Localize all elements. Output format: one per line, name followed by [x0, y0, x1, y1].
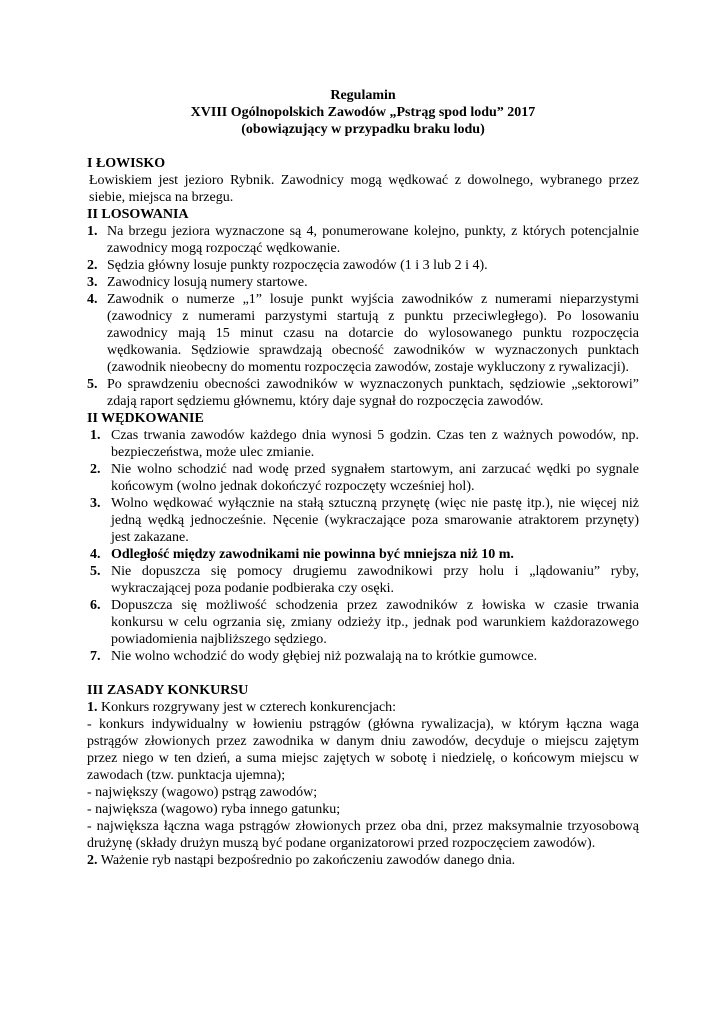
list-item — [87, 563, 639, 597]
list-item — [87, 648, 639, 665]
zasady-dash-item-2: - największy (wagowo) pstrąg zawodów; — [87, 785, 318, 800]
zasady-dash-item-4: - największa łączna waga pstrągów złowionych przez oba dni, przez maksymalnie trzyosobową drużynę (składy drużyn muszą być podane organizatorowi przed rozpoczęciem zawodów). — [87, 819, 639, 851]
section-text-lowisko: Łowiskiem jest jezioro Rybnik. Zawodnicy mogą wędkować z dowolnego, wybranego przez siebie, miejsca na brzegu. — [89, 173, 639, 205]
title-line-3: (obowiązujący w przypadku braku lodu) — [241, 122, 485, 137]
document-page — [87, 87, 639, 869]
list-item — [87, 376, 639, 410]
wedkowanie-list — [87, 427, 639, 665]
list-item-text: Sędzia główny losuje punkty rozpoczęcia zawodów (1 i 3 lub 2 i 4). — [107, 258, 488, 273]
title-line-1: Regulamin — [330, 88, 396, 103]
list-item-number: 5. — [90, 564, 101, 579]
list-item-text: Zawodnicy losują numery startowe. — [107, 275, 308, 290]
paragraph-number: 1. — [87, 700, 98, 715]
list-item-text: Dopuszcza się możliwość schodzenia przez zawodników z łowiska w czasie trwania konkursu w celu ogrzania się, zmiany odzieży itp., jednak pod warunkiem każdorazowego powiadomienia najbliższego sędziego. — [111, 598, 639, 647]
list-item-number: 7. — [90, 649, 101, 664]
list-item-number: 2. — [87, 258, 98, 273]
paragraph-number: 2. — [87, 853, 98, 868]
list-item-text: Nie wolno schodzić nad wodę przed sygnałem startowym, ani zarzucać wędki po sygnale końcowym (wolno jednak dokończyć rozpoczęty wcześniej hol). — [111, 462, 639, 494]
title-line-2: XVIII Ogólnopolskich Zawodów „Pstrąg spod lodu” 2017 — [190, 105, 536, 120]
list-item-number: 4. — [90, 547, 101, 562]
list-item — [87, 597, 639, 648]
list-item-number: 5. — [87, 377, 98, 392]
section-heading-losowania: II LOSOWANIA — [87, 207, 189, 222]
list-item-text: Zawodnik o numerze „1” losuje punkt wyjścia zawodników z numerami nieparzystymi (zawodnicy z numerami parzystymi startują z punktu przeciwległego). Po losowaniu zawodnicy mają 15 minut czasu na dotarcie do wylosowanego punktu rozpoczęcia wędkowania. Sędziowie sprawdzają obecność zawodników w wyznaczonych punktach (zawodnik nieobecny do momentu rozpoczęcia zawodów, zostaje wykluczony z rywalizacji). — [107, 292, 639, 375]
list-item — [87, 461, 639, 495]
zasady-paragraph-2 — [87, 852, 639, 869]
list-item-text: Na brzegu jeziora wyznaczone są 4, ponumerowane kolejno, punkty, z których potencjalnie zawodnicy mogą rozpocząć wędkowanie. — [107, 224, 639, 256]
list-item-number: 3. — [87, 275, 98, 290]
list-item-text: Odległość między zawodnikami nie powinna być mniejsza niż 10 m. — [111, 547, 514, 562]
paragraph-text: Ważenie ryb nastąpi bezpośrednio po zakończeniu zawodów danego dnia. — [100, 853, 516, 868]
list-item-text: Nie wolno wchodzić do wody głębiej niż pozwalają na to krótkie gumowce. — [111, 649, 538, 664]
list-item — [87, 546, 639, 563]
list-item-number: 3. — [90, 496, 101, 511]
list-item — [87, 495, 639, 546]
list-item-text: Wolno wędkować wyłącznie na stałą sztuczną przynętę (więc nie pastę itp.), nie więcej niż jedną wędką jednocześnie. Nęcenie (wykraczające poza smarowanie atraktorem przynęty) jest zakazane. — [111, 496, 639, 545]
list-item-text: Czas trwania zawodów każdego dnia wynosi 5 godzin. Czas ten z ważnych powodów, np. bezpieczeństwa, może ulec zmianie. — [111, 428, 639, 460]
list-item-number: 1. — [87, 224, 98, 239]
list-item-text: Nie dopuszcza się pomocy drugiemu zawodnikowi przy holu i „lądowaniu” ryby, wykraczającej poza podanie podbieraka czy osęki. — [111, 564, 639, 596]
section-spacer — [87, 665, 639, 682]
section-heading-zasady: III ZASADY KONKURSU — [87, 683, 249, 698]
section-heading-lowisko: I ŁOWISKO — [87, 156, 166, 171]
paragraph-text: Konkurs rozgrywany jest w czterech konkurencjach: — [101, 700, 397, 715]
list-item-number: 6. — [90, 598, 101, 613]
losowania-list — [87, 223, 639, 410]
document-title — [87, 87, 639, 138]
list-item-number: 2. — [90, 462, 101, 477]
list-item-number: 1. — [90, 428, 101, 443]
list-item-number: 4. — [87, 292, 98, 307]
list-item-text: Po sprawdzeniu obecności zawodników w wyznaczonych punktach, sędziowie „sektorowi” zdają raport sędziemu głównemu, który daje sygnał do rozpoczęcia zawodów. — [107, 377, 639, 409]
list-item — [87, 427, 639, 461]
zasady-dash-item-1: - konkurs indywidualny w łowieniu pstrągów (główna rywalizacja), w którym łączna waga pstrągów złowionych przez zawodnika w danym dniu zawodów, decyduje o miejscu zajętym przez niego w ten dzień, a suma miejsc zajętych w sobotę i niedzielę, o końcowym miejscu w zawodach (tzw. punktacja ujemna); — [87, 717, 639, 783]
zasady-dash-item-3: - największa (wagowo) ryba innego gatunku; — [87, 802, 341, 817]
list-item — [87, 223, 639, 257]
zasady-paragraph-1 — [87, 699, 639, 716]
list-item — [87, 274, 639, 291]
list-item — [87, 257, 639, 274]
list-item — [87, 291, 639, 376]
section-heading-wedkowanie: II WĘDKOWANIE — [87, 411, 204, 426]
